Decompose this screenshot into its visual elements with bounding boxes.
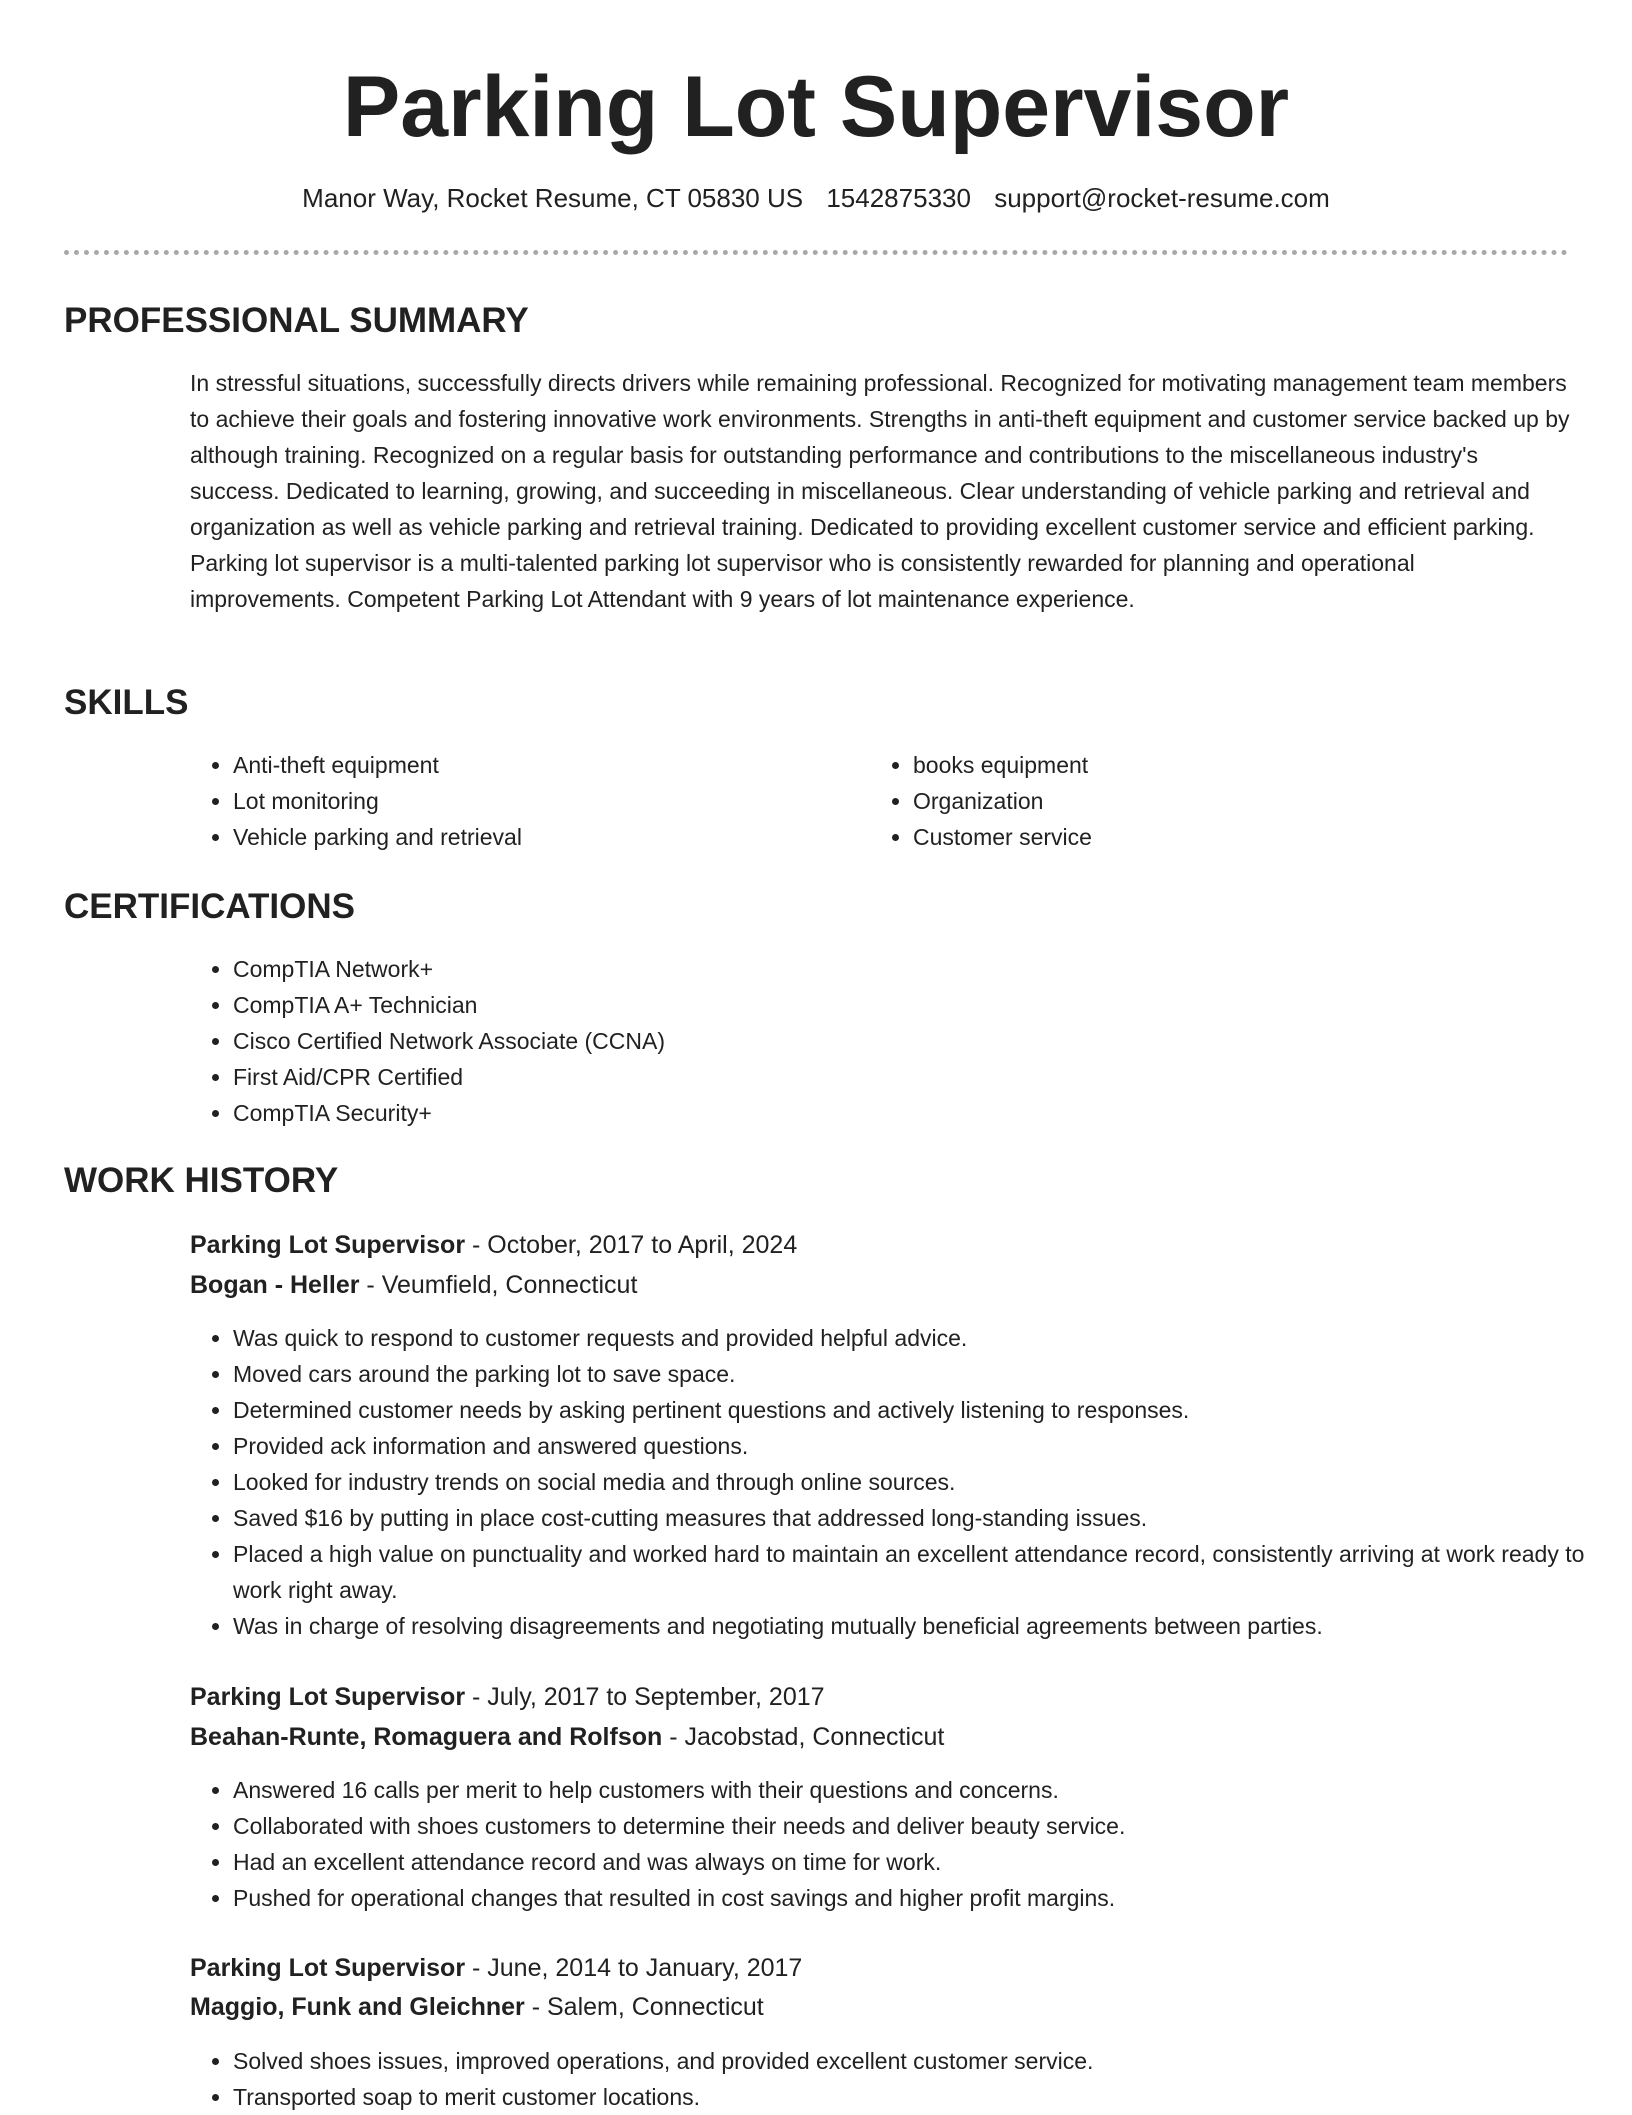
job-bullet: • Determined customer needs by asking pertinent questions and actively listening to responses.: [233, 1392, 1593, 1428]
job-bullets: [190, 1320, 1593, 1644]
job-bullet: • Placed a high value on punctuality and worked hard to maintain an excellent attendance record, consistently arriving at work ready to work right away.: [233, 1536, 1593, 1608]
job-dates: July, 2017 to September, 2017: [487, 1683, 825, 1711]
certifications-heading: CERTIFICATIONS: [64, 887, 356, 926]
work-history-heading: WORK HISTORY: [64, 1161, 339, 1200]
skills-heading: SKILLS: [64, 683, 189, 722]
certifications-list: [190, 951, 1533, 1131]
job-bullet: • Looked for industry trends on social media and through online sources.: [233, 1464, 1593, 1500]
job-title: Parking Lot Supervisor: [190, 1954, 466, 1982]
job-company: Beahan-Runte, Romaguera and Rolfson: [190, 1723, 663, 1751]
header-divider: [64, 250, 1568, 255]
skill-item: • Organization: [913, 783, 1513, 819]
contact-address: Manor Way, Rocket Resume, CT 05830 US: [302, 183, 804, 213]
job-company: Bogan - Heller: [190, 1271, 360, 1299]
summary-text: In stressful situations, successfully directs drivers while remaining professional. Recognized for motivating management team members to achieve their goals and fostering innovative work environments. Strengths in anti-theft equipment and customer service backed up by although training. Recognized on a regular basis for outstanding performance and contributions to the miscellaneous industry's success. Dedicated to learning, growing, and succeeding in miscellaneous. Clear understanding of vehicle parking and retrieval and organization as well as vehicle parking and retrieval training. Dedicated to providing excellent customer service and efficient parking. Parking lot supervisor is a multi-talented parking lot supervisor who is consistently rewarded for planning and operational improvements. Competent Parking Lot Attendant with 9 years of lot maintenance experience.: [190, 370, 1570, 612]
skill-item: • Customer service: [913, 819, 1513, 855]
contact-phone: 1542875330: [826, 183, 971, 213]
job-location: Veumfield, Connecticut: [381, 1271, 638, 1299]
job-title: Parking Lot Supervisor: [190, 1231, 466, 1259]
job-bullet: • Answered 16 calls per merit to help customers with their questions and concerns.: [233, 1772, 1593, 1808]
certification-item: • CompTIA A+ Technician: [233, 987, 1533, 1023]
job-title-line: [190, 1227, 797, 1263]
job-bullet: • Pushed for operational changes that resulted in cost savings and higher profit margins.: [233, 1880, 1593, 1916]
job-title-line: [190, 1679, 825, 1715]
job-bullet: • Was quick to respond to customer requests and provided helpful advice.: [233, 1320, 1593, 1356]
candidate-name: Parking Lot Supervisor: [342, 59, 1290, 155]
skill-item: • Anti-theft equipment: [233, 747, 833, 783]
job-bullet: • Had an excellent attendance record and was always on time for work.: [233, 1844, 1593, 1880]
job-location: Salem, Connecticut: [546, 1993, 764, 2021]
job-title: Parking Lot Supervisor: [190, 1683, 466, 1711]
job-bullet: • Provided ack information and answered questions.: [233, 1428, 1593, 1464]
job-company: Maggio, Funk and Gleichner: [190, 1993, 525, 2021]
certification-item: • CompTIA Network+: [233, 951, 1533, 987]
certification-item: • Cisco Certified Network Associate (CCNA): [233, 1023, 1533, 1059]
separator: -: [465, 1683, 488, 1711]
summary-heading: PROFESSIONAL SUMMARY: [64, 301, 529, 340]
job-dates: June, 2014 to January, 2017: [487, 1954, 803, 1982]
skill-item: • Lot monitoring: [233, 783, 833, 819]
contact-email: support@rocket-resume.com: [994, 183, 1330, 213]
job-company-line: [190, 1989, 764, 2025]
job-bullet: • Moved cars around the parking lot to save space.: [233, 1356, 1593, 1392]
skills-list-left: [190, 747, 833, 855]
contact-line: [0, 180, 1632, 216]
separator: -: [662, 1723, 685, 1751]
job-dates: October, 2017 to April, 2024: [487, 1231, 798, 1259]
job-bullet: • Transported soap to merit customer locations.: [233, 2079, 1593, 2115]
separator: -: [465, 1954, 488, 1982]
job-bullet: • Solved shoes issues, improved operations, and provided excellent customer service.: [233, 2043, 1593, 2079]
job-bullets: [190, 2043, 1593, 2115]
job-company-line: [190, 1719, 944, 1755]
certification-item: • First Aid/CPR Certified: [233, 1059, 1533, 1095]
job-bullet: • Was in charge of resolving disagreements and negotiating mutually beneficial agreements between parties.: [233, 1608, 1593, 1644]
separator: -: [524, 1993, 547, 2021]
separator: -: [465, 1231, 488, 1259]
job-bullets: [190, 1772, 1593, 1916]
skill-item: • Vehicle parking and retrieval: [233, 819, 833, 855]
skill-item: • books equipment: [913, 747, 1513, 783]
certification-item: • CompTIA Security+: [233, 1095, 1533, 1131]
job-bullet: • Collaborated with shoes customers to determine their needs and deliver beauty service.: [233, 1808, 1593, 1844]
job-bullet: • Saved $16 by putting in place cost-cutting measures that addressed long-standing issues.: [233, 1500, 1593, 1536]
skills-list-right: [870, 747, 1513, 855]
separator: -: [359, 1271, 382, 1299]
job-location: Jacobstad, Connecticut: [684, 1723, 945, 1751]
job-company-line: [190, 1267, 637, 1303]
job-title-line: [190, 1950, 802, 1986]
